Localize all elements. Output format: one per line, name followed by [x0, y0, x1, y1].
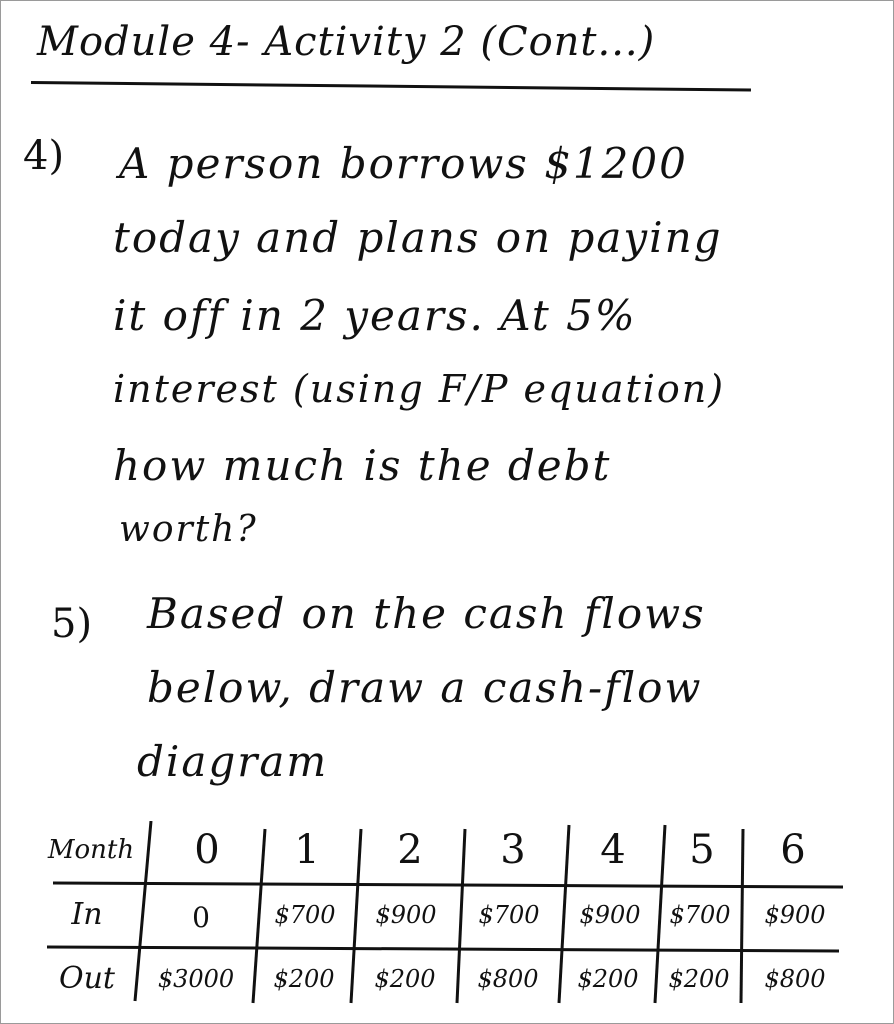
month-0: 0 [194, 827, 220, 873]
in-month-2: $900 [375, 901, 437, 929]
month-4: 4 [600, 827, 626, 873]
question-5-line-3: diagram [137, 737, 329, 786]
cash-flow-table [39, 821, 849, 1011]
in-month-0: 0 [192, 901, 210, 934]
page-title: Module 4- Activity 2 (Cont...) [37, 19, 656, 65]
month-3: 3 [500, 827, 526, 873]
out-month-5: $200 [668, 965, 730, 993]
month-5: 5 [689, 827, 715, 873]
question-4-line-3: it off in 2 years. At 5% [113, 291, 637, 340]
in-month-4: $900 [579, 901, 641, 929]
question-5-line-1: Based on the cash flows [147, 589, 706, 638]
row-label-out: Out [59, 961, 115, 996]
question-5-number: 5) [51, 601, 93, 647]
in-month-6: $900 [764, 901, 826, 929]
month-1: 1 [294, 827, 320, 873]
question-4-line-2: today and plans on paying [113, 213, 723, 262]
row-label-in: In [71, 897, 103, 932]
question-4-line-6: worth? [119, 509, 258, 550]
out-month-0: $3000 [157, 965, 235, 993]
question-4-line-1: A person borrows $1200 [119, 139, 688, 188]
out-month-1: $200 [273, 965, 335, 993]
month-2: 2 [397, 827, 423, 873]
question-4-number: 4) [23, 133, 65, 179]
out-month-4: $200 [577, 965, 639, 993]
out-month-6: $800 [764, 965, 826, 993]
out-month-2: $200 [374, 965, 436, 993]
in-month-3: $700 [478, 901, 540, 929]
question-5-line-2: below, draw a cash-flow [147, 663, 703, 712]
in-month-1: $700 [274, 901, 336, 929]
question-4-line-5: how much is the debt [113, 441, 612, 490]
title-underline [31, 81, 751, 92]
table-header-month: Month [47, 835, 135, 865]
in-month-5: $700 [669, 901, 731, 929]
question-4-line-4: interest (using F/P equation) [113, 367, 726, 411]
out-month-3: $800 [477, 965, 539, 993]
month-6: 6 [780, 827, 806, 873]
